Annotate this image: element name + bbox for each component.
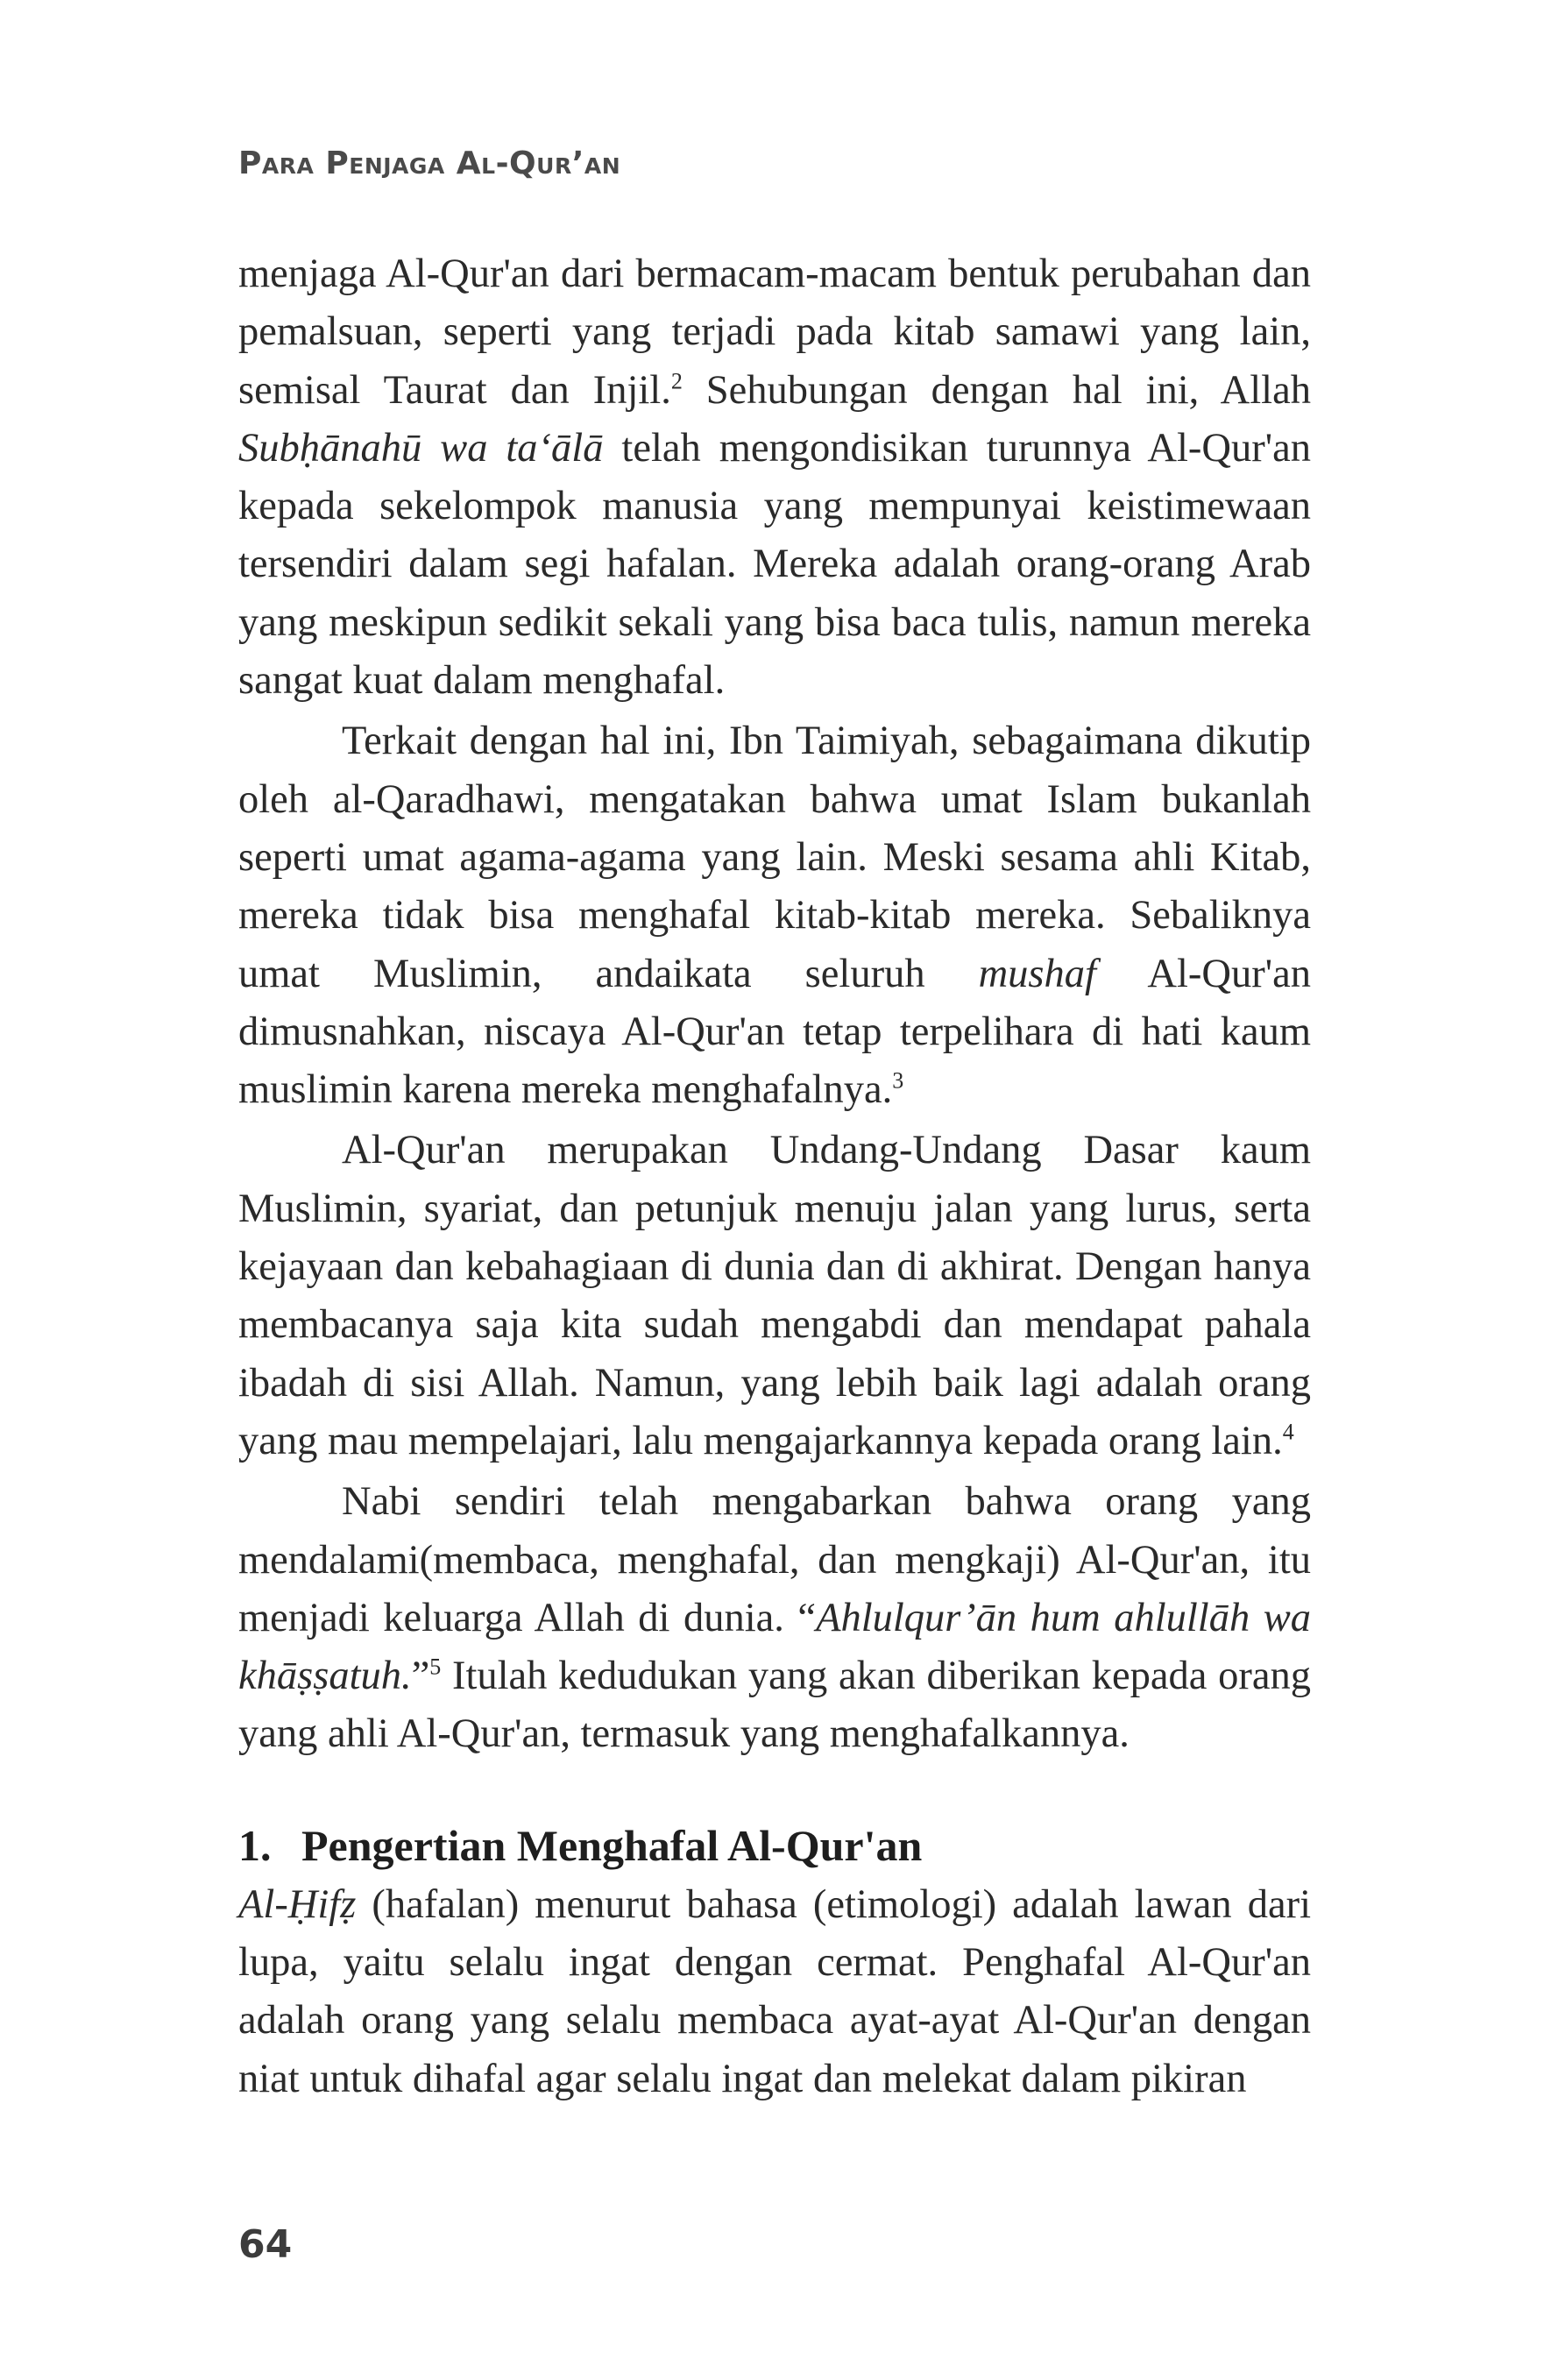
italic-phrase: Subḥānahū wa ta‘ālā [238, 425, 604, 471]
paragraph-2 [238, 712, 1311, 1119]
paragraph-text: ” [411, 1654, 430, 1699]
footnote-ref-3[interactable]: 3 [892, 1067, 904, 1094]
paragraph-text: Al-Qur'an merupakan Undang-Undang Dasar kaum Muslimin, syariat, dan petunjuk menuju jalan yang lurus, serta kejayaan dan kebahagiaan di dunia dan di akhirat. Dengan hanya membacanya saja kita sudah mengabdi dan mendapat pahala ibadah di sisi Allah. Namun, yang lebih baik lagi adalah orang yang mau mempelajari, lalu mengajarkannya kepada orang lain. [238, 1128, 1311, 1463]
paragraph-5 [238, 1876, 1311, 2108]
paragraph-3 [238, 1122, 1311, 1470]
section-title: Pengertian Menghafal Al-Qur'an [301, 1820, 923, 1870]
paragraph-text: Itulah kedudukan yang akan diberikan kepada orang yang ahli Al-Qur'an, termasuk yang menghafalkannya. [238, 1654, 1311, 1757]
paragraph-text: (hafalan) menurut bahasa (etimologi) adalah lawan dari lupa, yaitu selalu ingat dengan cermat. Penghafal Al-Qur'an adalah orang yang selalu membaca ayat-ayat Al-Qur'an dengan niat untuk dihafal agar selalu ingat dan melekat dalam pikiran [238, 1881, 1311, 2101]
paragraph-text: Sehubungan dengan hal ini, Allah [682, 367, 1311, 413]
paragraph-text: Nabi sendiri telah mengabarkan bahwa orang yang mendalami(membaca, menghafal, dan mengkaji) Al-Qur'an, itu menjadi keluarga Allah di dunia. “ [238, 1479, 1311, 1640]
section-heading [238, 1817, 1311, 1874]
body-text [238, 245, 1311, 2108]
footnote-ref-4[interactable]: 4 [1282, 1419, 1294, 1445]
italic-word: mushaf [978, 951, 1096, 996]
italic-term: Al-Ḥifẓ [238, 1881, 357, 1927]
paragraph-1 [238, 245, 1311, 710]
paragraph-4 [238, 1473, 1311, 1763]
paragraph-text: telah mengondisikan turunnya Al-Qur'an kepada sekelompok manusia yang mempunyai keistimewaan tersendiri dalam segi hafalan. Mereka adalah orang-orang Arab yang meskipun sedikit sekali yang bisa baca tulis, namun mereka sangat kuat dalam menghafal. [238, 425, 1312, 704]
running-head: Para Penjaga Al-Qur’an [238, 145, 621, 181]
italic-quote: Ahlulqur’ān hum ahlullāh wa khāṣṣatuh. [238, 1595, 1311, 1699]
section-number: 1. [238, 1820, 272, 1870]
footnote-ref-2[interactable]: 2 [670, 368, 683, 394]
paragraph-text: Al-Qur'an dimusnahkan, niscaya Al-Qur'an tetap terpelihara di hati kaum muslimin karena mereka menghafalnya. [238, 951, 1311, 1113]
footnote-ref-5[interactable]: 5 [429, 1654, 442, 1680]
paragraph-text: menjaga Al-Qur'an dari bermacam-macam bentuk perubahan dan pemalsuan, seperti yang terjadi pada kitab samawi yang lain, semisal Taurat dan Injil. [238, 251, 1311, 413]
page-number: 64 [238, 2222, 293, 2267]
paragraph-text: Terkait dengan hal ini, Ibn Taimiyah, sebagaimana dikutip oleh al-Qaradhawi, mengatakan bahwa umat Islam bukanlah seperti umat agama-agama yang lain. Meski sesama ahli Kitab, mereka tidak bisa menghafal kitab-kitab mereka. Sebaliknya umat Muslimin, andaikata seluruh [238, 719, 1311, 996]
